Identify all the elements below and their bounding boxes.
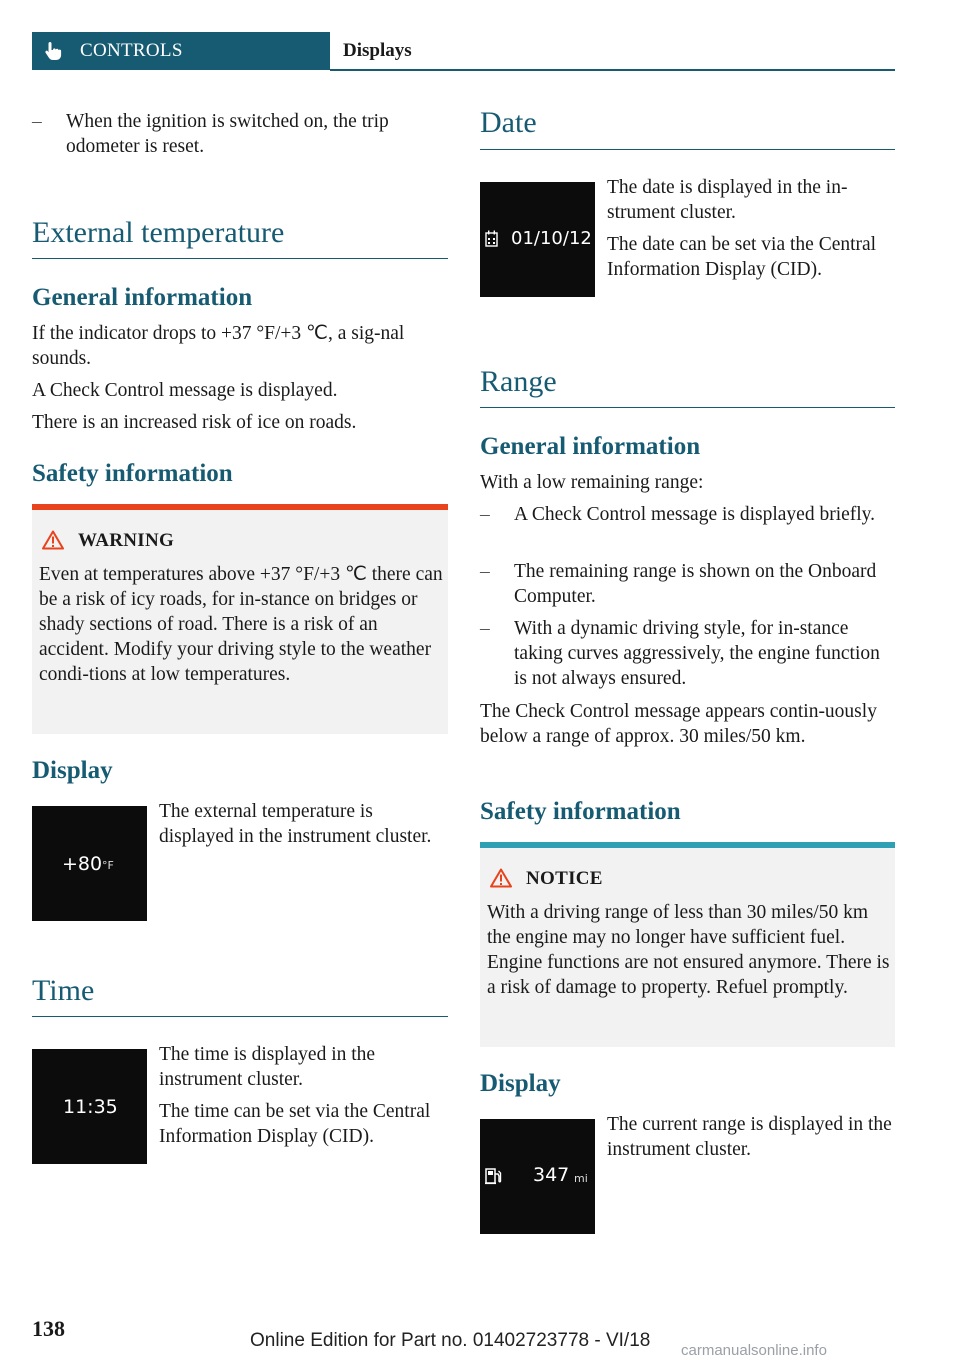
section-tab: [32, 32, 330, 70]
heading-general-information: General information: [480, 433, 701, 460]
warning-bar: [32, 504, 448, 510]
list-item-text: With a dynamic driving style, for in‐stance taking curves aggressively, the engine function is not always ensured.: [514, 618, 880, 689]
heading-display: Display: [480, 1070, 561, 1097]
notice-label: NOTICE: [526, 868, 603, 889]
bullet-dash: –: [480, 618, 490, 639]
heading-external-temperature: External temperature: [32, 216, 285, 249]
heading-general-information: General information: [32, 284, 253, 311]
heading-rule: [480, 149, 895, 150]
notice-text: With a driving range of less than 30 miles/50 km the engine may no longer have sufficient fuel. Engine functions are not ensured anymore. There is a risk of damage to property. Refuel promptly.: [487, 902, 890, 998]
temperature-value: +80: [62, 853, 103, 875]
watermark: carmanualsonline.info: [681, 1342, 827, 1359]
list-item-text: The remaining range is shown on the Onboard Computer.: [514, 561, 877, 607]
temperature-display-image: [32, 806, 147, 921]
paragraph: The external temperature is displayed in the instrument cluster.: [159, 801, 432, 847]
heading-display: Display: [32, 757, 113, 784]
pointing-hand-icon: [42, 40, 64, 62]
paragraph: The date is displayed in the in‐strument cluster.: [607, 177, 848, 223]
heading-rule: [32, 258, 448, 259]
paragraph: The time is displayed in the instrument cluster.: [159, 1044, 376, 1090]
warning-text: Even at temperatures above +37 °F/+3 ℃ there can be a risk of icy roads, for in‐stance on bridges or shady sections of road. There is a risk of an accident. Modify your driving style to the weather condi‐tions at low temperatures.: [39, 564, 443, 685]
date-value: 01/10/12: [511, 228, 592, 249]
notice-bar: [480, 842, 895, 848]
warning-triangle-icon: [42, 530, 64, 550]
range-value: 347: [533, 1164, 570, 1186]
range-display-image: [480, 1119, 595, 1234]
heading-range: Range: [480, 365, 557, 398]
warning-box: [32, 504, 448, 734]
time-display-image: [32, 1049, 147, 1164]
bullet-dash: –: [32, 111, 42, 132]
paragraph: A Check Control message is displayed.: [32, 380, 338, 401]
heading-time: Time: [32, 974, 95, 1007]
paragraph: With a low remaining range:: [480, 472, 704, 493]
date-display-image: [480, 182, 595, 297]
paragraph: The time can be set via the Central Information Display (CID).: [159, 1101, 431, 1147]
edition-footer: Online Edition for Part no. 01402723778 - VI/18: [250, 1330, 651, 1351]
paragraph: There is an increased risk of ice on roads.: [32, 412, 357, 433]
paragraph: The date can be set via the Central Information Display (CID).: [607, 234, 877, 280]
heading-safety-information: Safety information: [480, 798, 681, 825]
bullet-dash: –: [480, 504, 490, 525]
list-item-text: When the ignition is switched on, the trip odometer is reset.: [66, 111, 389, 157]
paragraph: If the indicator drops to +37 °F/+3 ℃, a sig‐nal sounds.: [32, 323, 405, 369]
page-header: [32, 32, 895, 70]
heading-rule: [32, 1016, 448, 1017]
warning-triangle-icon: [490, 868, 512, 888]
chapter-title: Displays: [343, 40, 412, 61]
temperature-unit: °F: [102, 859, 114, 872]
page-number: 138: [32, 1316, 65, 1341]
list-item-text: A Check Control message is displayed briefly.: [514, 504, 876, 525]
fuel-pump-icon: [484, 1166, 504, 1186]
notice-box: [480, 842, 895, 1047]
range-unit: mi: [574, 1172, 588, 1185]
calendar-icon: [485, 230, 498, 247]
heading-rule: [480, 407, 895, 408]
paragraph: The Check Control message appears contin‐uously below a range of approx. 30 miles/50 km.: [480, 701, 877, 747]
section-name: CONTROLS: [80, 40, 183, 61]
time-value: 11:35: [63, 1096, 118, 1118]
paragraph: The current range is displayed in the instrument cluster.: [607, 1114, 892, 1160]
bullet-dash: –: [480, 561, 490, 582]
heading-date: Date: [480, 106, 537, 139]
heading-safety-information: Safety information: [32, 460, 233, 487]
warning-label: WARNING: [78, 530, 175, 551]
header-rule: [330, 69, 895, 71]
